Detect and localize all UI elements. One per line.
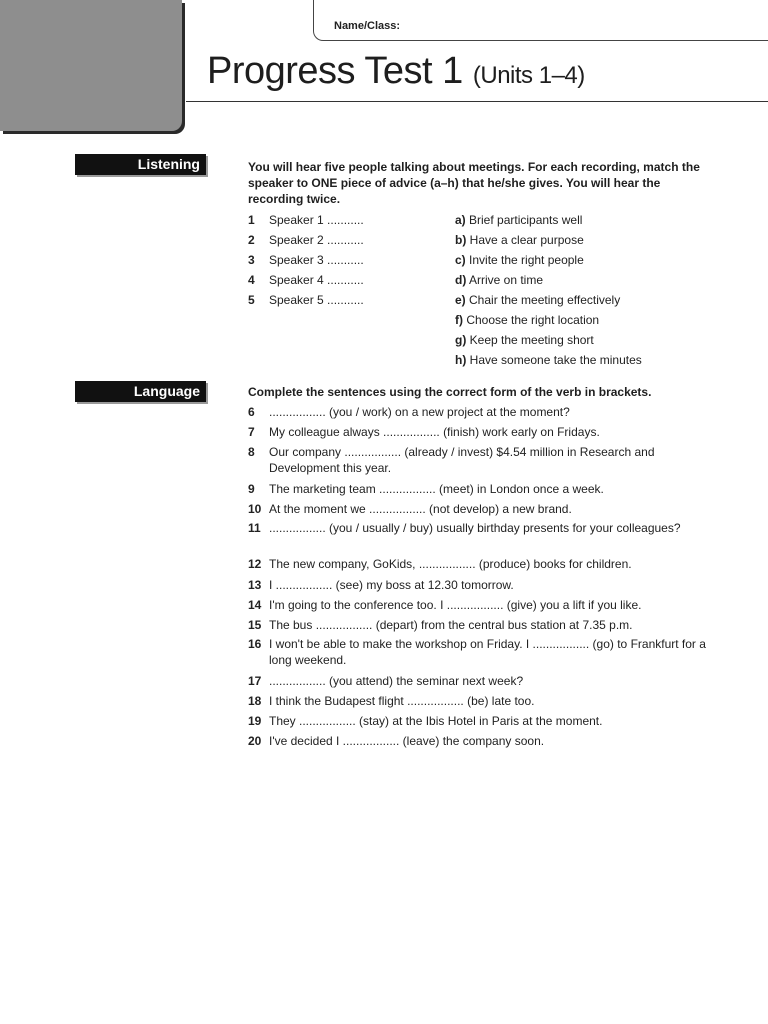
advice-option bbox=[455, 232, 584, 248]
question-text: At the moment we ................. (not develop) a new brand. bbox=[269, 502, 572, 516]
question-item bbox=[248, 673, 708, 689]
question-item bbox=[248, 556, 708, 572]
header-corner-block bbox=[0, 0, 182, 131]
question-number: 19 bbox=[248, 714, 262, 728]
advice-option bbox=[455, 272, 543, 288]
question-number: 16 bbox=[248, 637, 262, 651]
option-letter: b) bbox=[455, 233, 467, 247]
question-number: 9 bbox=[248, 482, 255, 496]
option-letter: d) bbox=[455, 273, 467, 287]
advice-option bbox=[455, 332, 594, 348]
listening-section-tab: Listening bbox=[75, 154, 206, 175]
question-text: I think the Budapest flight ................. (be) late too. bbox=[269, 694, 535, 708]
question-item bbox=[248, 501, 708, 517]
speaker-answer: Speaker 1 ........... bbox=[269, 213, 364, 227]
question-number: 15 bbox=[248, 618, 262, 632]
item-number: 4 bbox=[248, 273, 255, 287]
question-item bbox=[248, 424, 708, 440]
question-text: The marketing team ................. (meet) in London once a week. bbox=[269, 482, 604, 496]
question-item bbox=[248, 617, 708, 633]
question-number: 8 bbox=[248, 445, 255, 459]
speaker-answer: Speaker 5 ........... bbox=[269, 293, 364, 307]
speaker-answer: Speaker 3 ........... bbox=[269, 253, 364, 267]
advice-option bbox=[455, 352, 642, 368]
question-item bbox=[248, 597, 708, 613]
option-letter: h) bbox=[455, 353, 467, 367]
item-number: 2 bbox=[248, 233, 255, 247]
option-text: Have a clear purpose bbox=[469, 233, 584, 247]
language-instruction: Complete the sentences using the correct form of the verb in brackets. bbox=[248, 385, 652, 399]
question-text: The bus ................. (depart) from the central bus station at 7.35 p.m. bbox=[269, 618, 633, 632]
advice-option bbox=[455, 212, 582, 228]
option-text: Brief participants well bbox=[469, 213, 583, 227]
page-title bbox=[207, 50, 585, 93]
question-text: Our company ................. (already / invest) $4.54 million in Research and Development this year. bbox=[269, 445, 655, 475]
question-item bbox=[248, 481, 708, 497]
language-section-tab: Language bbox=[75, 381, 206, 402]
listening-instruction: You will hear five people talking about meetings. For each recording, match the speaker to ONE piece of advice (a–h) that he/she gives. You will hear the recording twice. bbox=[248, 160, 700, 206]
question-number: 6 bbox=[248, 405, 255, 419]
item-number: 1 bbox=[248, 213, 255, 227]
question-item bbox=[248, 444, 708, 476]
option-text: Invite the right people bbox=[469, 253, 584, 267]
question-number: 7 bbox=[248, 425, 255, 439]
option-letter: c) bbox=[455, 253, 466, 267]
question-item bbox=[248, 693, 708, 709]
option-text: Choose the right location bbox=[466, 313, 600, 327]
question-number: 20 bbox=[248, 734, 262, 748]
title-sub: (Units 1–4) bbox=[472, 62, 585, 89]
title-main: Progress Test 1 bbox=[207, 50, 463, 92]
option-letter: f) bbox=[455, 313, 463, 327]
question-text: My colleague always ................. (finish) work early on Fridays. bbox=[269, 425, 600, 439]
option-text: Keep the meeting short bbox=[469, 333, 594, 347]
item-number: 3 bbox=[248, 253, 255, 267]
question-number: 17 bbox=[248, 674, 262, 688]
question-item bbox=[248, 520, 708, 536]
question-text: ................. (you / usually / buy) usually birthday presents for your colleagues? bbox=[269, 521, 681, 535]
advice-option bbox=[455, 312, 599, 328]
question-text: The new company, GoKids, ................. (produce) books for children. bbox=[269, 557, 632, 571]
item-number: 5 bbox=[248, 293, 255, 307]
option-letter: a) bbox=[455, 213, 466, 227]
option-text: Chair the meeting effectively bbox=[469, 293, 621, 307]
question-number: 18 bbox=[248, 694, 262, 708]
advice-option bbox=[455, 292, 620, 308]
speaker-answer: Speaker 2 ........... bbox=[269, 233, 364, 247]
question-number: 10 bbox=[248, 502, 262, 516]
question-item bbox=[248, 733, 708, 749]
question-item bbox=[248, 713, 708, 729]
option-text: Arrive on time bbox=[469, 273, 544, 287]
speaker-answer: Speaker 4 ........... bbox=[269, 273, 364, 287]
question-number: 11 bbox=[248, 521, 261, 535]
question-item bbox=[248, 636, 708, 668]
question-text: I ................. (see) my boss at 12.30 tomorrow. bbox=[269, 578, 514, 592]
title-rule bbox=[186, 101, 768, 102]
option-text: Have someone take the minutes bbox=[469, 353, 642, 367]
question-number: 13 bbox=[248, 578, 262, 592]
question-number: 12 bbox=[248, 557, 262, 571]
question-text: I'm going to the conference too. I ................. (give) you a lift if you like. bbox=[269, 598, 642, 612]
question-item bbox=[248, 404, 708, 420]
question-text: They ................. (stay) at the Ibis Hotel in Paris at the moment. bbox=[269, 714, 603, 728]
advice-option bbox=[455, 252, 584, 268]
question-number: 14 bbox=[248, 598, 262, 612]
question-text: I won't be able to make the workshop on Friday. I ................. (go) to Frankfurt for a long weekend. bbox=[269, 637, 706, 667]
question-item bbox=[248, 577, 708, 593]
name-class-label: Name/Class: bbox=[334, 20, 401, 32]
option-letter: g) bbox=[455, 333, 467, 347]
question-text: I've decided I ................. (leave) the company soon. bbox=[269, 734, 545, 748]
option-letter: e) bbox=[455, 293, 466, 307]
question-text: ................. (you attend) the seminar next week? bbox=[269, 674, 524, 688]
question-text: ................. (you / work) on a new project at the moment? bbox=[269, 405, 570, 419]
